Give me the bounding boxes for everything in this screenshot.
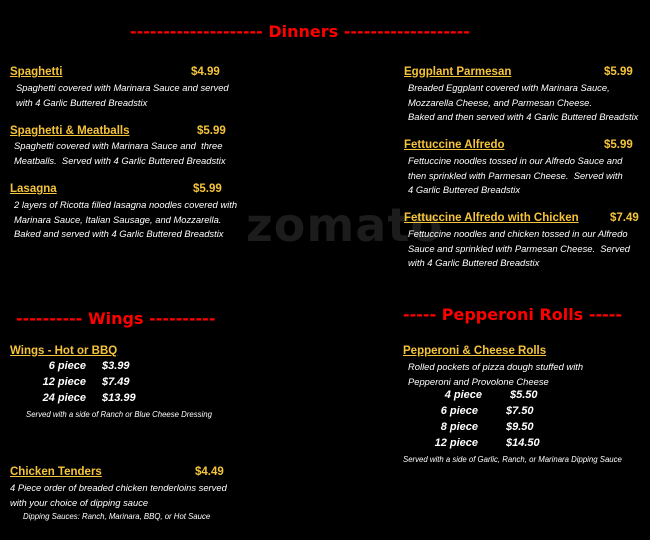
- spaghetti-meatballs-name: Spaghetti & Meatballs: [10, 125, 130, 137]
- rolls-price-row: [420, 389, 538, 401]
- tenders-price: $4.49: [195, 466, 224, 478]
- eggplant-desc: Breaded Eggplant covered with Marinara Sauce, Mozzarella Cheese, and Parmesan Cheese. Baked and then served with 4 Garlic Buttered Breadstix: [408, 82, 639, 122]
- wings-size: 6 piece: [48, 360, 86, 372]
- wings-price-row: [28, 376, 130, 388]
- rolls-name: Pepperoni & Cheese Rolls: [403, 345, 547, 357]
- spaghetti-meatballs-price: $5.99: [197, 125, 226, 137]
- fettuccine-name: Fettuccine Alfredo: [404, 139, 505, 151]
- spaghetti-meatballs-desc: Spaghetti covered with Marinara Sauce and three Meatballs. Served with 4 Garlic Buttered Breadstix: [14, 140, 226, 166]
- wings-size: 12 piece: [42, 376, 86, 388]
- wings-heading: ---------- Wings ----------: [16, 309, 216, 328]
- wings-price: $7.49: [102, 376, 130, 388]
- rolls-price-row: [420, 405, 534, 417]
- zomato-watermark: zomato: [246, 198, 443, 252]
- eggplant-price: $5.99: [604, 66, 633, 78]
- fettuccine-chicken-name: Fettuccine Alfredo with Chicken: [404, 212, 579, 224]
- tenders-note: Dipping Sauces: Ranch, Marinara, BBQ, or Hot Sauce: [23, 512, 211, 521]
- eggplant-name: Eggplant Parmesan: [404, 66, 512, 78]
- rolls-size: 12 piece: [434, 437, 478, 449]
- rolls-price-row: [420, 437, 540, 449]
- lasagna-price: $5.99: [193, 183, 222, 195]
- rolls-size: 4 piece: [444, 389, 482, 401]
- fettuccine-desc: Fettuccine noodles tossed in our Alfredo Sauce and then sprinkled with Parmesan Cheese. Served with 4 Garlic Buttered Breadstix: [408, 155, 623, 195]
- wings-price-row: [28, 392, 136, 404]
- wings-note: Served with a side of Ranch or Blue Cheese Dressing: [26, 410, 212, 419]
- lasagna-name: Lasagna: [10, 183, 57, 195]
- fettuccine-price: $5.99: [604, 139, 633, 151]
- spaghetti-desc: Spaghetti covered with Marinara Sauce and served with 4 Garlic Buttered Breadstix: [16, 82, 229, 108]
- wings-price: $3.99: [102, 360, 130, 372]
- tenders-desc: 4 Piece order of breaded chicken tenderloins served with your choice of dipping sauce: [10, 482, 227, 508]
- dinners-heading: -------------------- Dinners -------------------: [130, 22, 470, 41]
- rolls-price: $14.50: [506, 437, 540, 449]
- rolls-note: Served with a side of Garlic, Ranch, or Marinara Dipping Sauce: [403, 455, 622, 464]
- tenders-name: Chicken Tenders: [10, 466, 102, 478]
- rolls-price: $7.50: [506, 405, 534, 417]
- spaghetti-name: Spaghetti: [10, 66, 63, 78]
- fettuccine-chicken-price: $7.49: [610, 212, 639, 224]
- wings-size: 24 piece: [42, 392, 86, 404]
- fettuccine-chicken-desc: Fettuccine noodles and chicken tossed in our Alfredo Sauce and sprinkled with Parmesan Cheese. Served with 4 Garlic Buttered Breadstix: [408, 228, 630, 268]
- wings-price: $13.99: [102, 392, 136, 404]
- lasagna-desc: 2 layers of Ricotta filled lasagna noodles covered with Marinara Sauce, Italian Sausage, and Mozzarella. Baked and served with 4 Garlic Buttered Breadstix: [14, 199, 238, 239]
- rolls-size: 8 piece: [440, 421, 478, 433]
- spaghetti-price: $4.99: [191, 66, 220, 78]
- rolls-size: 6 piece: [440, 405, 478, 417]
- rolls-price: $9.50: [506, 421, 534, 433]
- rolls-heading: ----- Pepperoni Rolls -----: [403, 305, 623, 324]
- rolls-desc: Rolled pockets of pizza dough stuffed with Pepperoni and Provolone Cheese: [408, 361, 584, 387]
- wings-name: Wings - Hot or BBQ: [10, 345, 118, 357]
- wings-price-row: [28, 360, 130, 372]
- rolls-price: $5.50: [510, 389, 538, 401]
- rolls-price-row: [420, 421, 534, 433]
